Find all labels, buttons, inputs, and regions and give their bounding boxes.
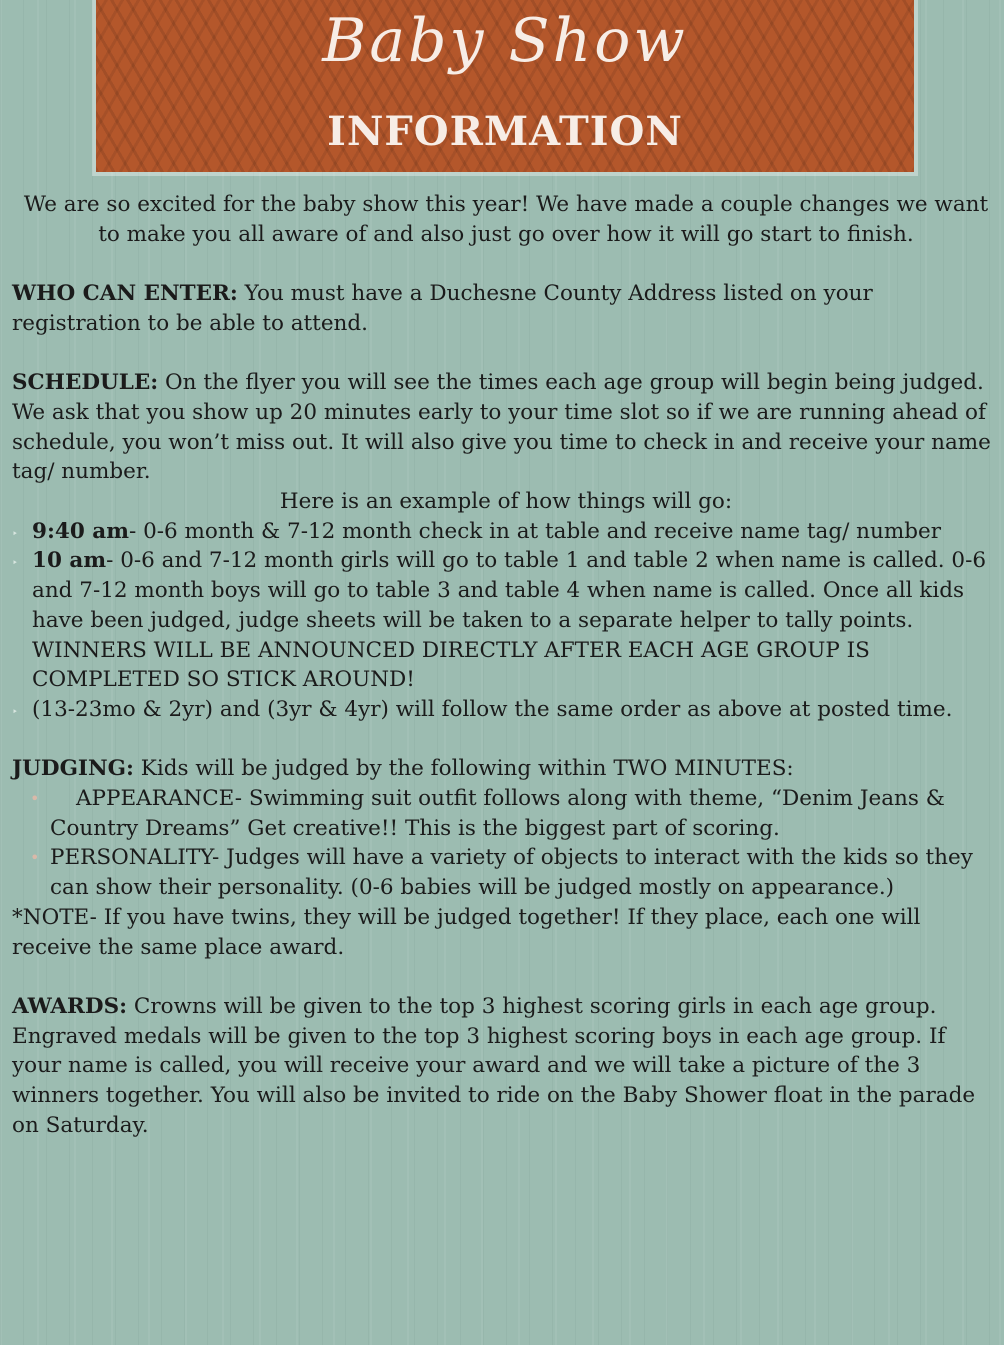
who-can-enter-text: You must have a Duchesne County Address listed on your registration to be able to attend. (12, 281, 873, 336)
schedule-text: On the flyer you will see the times each age group will begin being judged. We ask that you show up 20 minutes early to your time slot so if we are running ahead of schedule, you won’t miss out. It will also give you time to check in and receive your name tag/ number. (12, 370, 991, 485)
schedule-item-text: - 0-6 and 7-12 month girls will go to table 1 and table 2 when name is called. 0-6 and 7-12 month boys will go to table 3 and table 4 when name is called. Once all kids have been judged, judge sheets will be taken to a separate helper to tally points. WINNERS WILL BE ANNOUNCED DIRECTLY AFTER EACH AGE GROUP IS COMPLETED SO STICK AROUND! (32, 548, 987, 693)
schedule-paragraph (12, 368, 1000, 487)
intro-text: We are so excited for the baby show this year! We have made a couple changes we want to make you all aware of and also just go over how it will go start to finish. (23, 192, 989, 247)
bullet-icon: • (30, 848, 40, 868)
bullet-icon: ‣ (12, 706, 18, 718)
awards-text: Crowns will be given to the top 3 highest scoring girls in each age group. Engraved medals will be given to the top 3 highest scoring boys in each age group. If your name is called, you will receive your award and we will take a picture of the 3 winners together. You will also be invited to ride on the Baby Shower float in the parade on Saturday. (12, 993, 976, 1138)
list-item (12, 517, 1000, 547)
judging-paragraph (12, 754, 1000, 784)
schedule-item-text: - 0-6 month & 7-12 month check in at table and receive name tag/ number (128, 518, 942, 544)
bullet-icon: ‣ (12, 558, 18, 570)
list-item (12, 695, 1000, 725)
list-item (12, 546, 1000, 695)
awards-paragraph (12, 992, 1000, 1141)
schedule-time: 10 am (32, 548, 107, 574)
page-title: INFORMATION (327, 108, 683, 155)
schedule-item-text: (13-23mo & 2yr) and (3yr & 4yr) will follow the same order as above at posted time. (32, 696, 953, 722)
who-can-enter-label: WHO CAN ENTER: (12, 281, 238, 307)
schedule-time: 9:40 am (32, 518, 129, 544)
awards-label: AWARDS: (12, 993, 128, 1019)
bullet-icon: • (30, 789, 40, 809)
script-title: Baby Show (322, 6, 688, 76)
twins-note: *NOTE- If you have twins, they will be judged together! If they place, each one will receive the same place award. (12, 904, 921, 960)
judging-item-text: APPEARANCE- Swimming suit outfit follows along with theme, “Denim Jeans & Country Dreams” Get creative!! This is the biggest part of scoring. (50, 786, 945, 841)
judging-item-text: PERSONALITY- Judges will have a variety of objects to interact with the kids so they can show their personality. (0-6 babies will be judged mostly on appearance.) (50, 845, 973, 901)
header-banner (96, 0, 914, 172)
list-item (12, 843, 1000, 902)
who-can-enter-paragraph (12, 279, 1000, 338)
bullet-icon: ‣ (12, 528, 18, 540)
schedule-label: SCHEDULE: (12, 370, 159, 396)
judging-label: JUDGING: (12, 756, 134, 782)
schedule-list (12, 517, 1000, 725)
content (12, 190, 1000, 1140)
example-heading: Here is an example of how things will go: (279, 489, 733, 514)
list-item (12, 784, 1000, 843)
judging-list (12, 784, 1000, 903)
judging-text: Kids will be judged by the following within TWO MINUTES: (133, 756, 794, 782)
